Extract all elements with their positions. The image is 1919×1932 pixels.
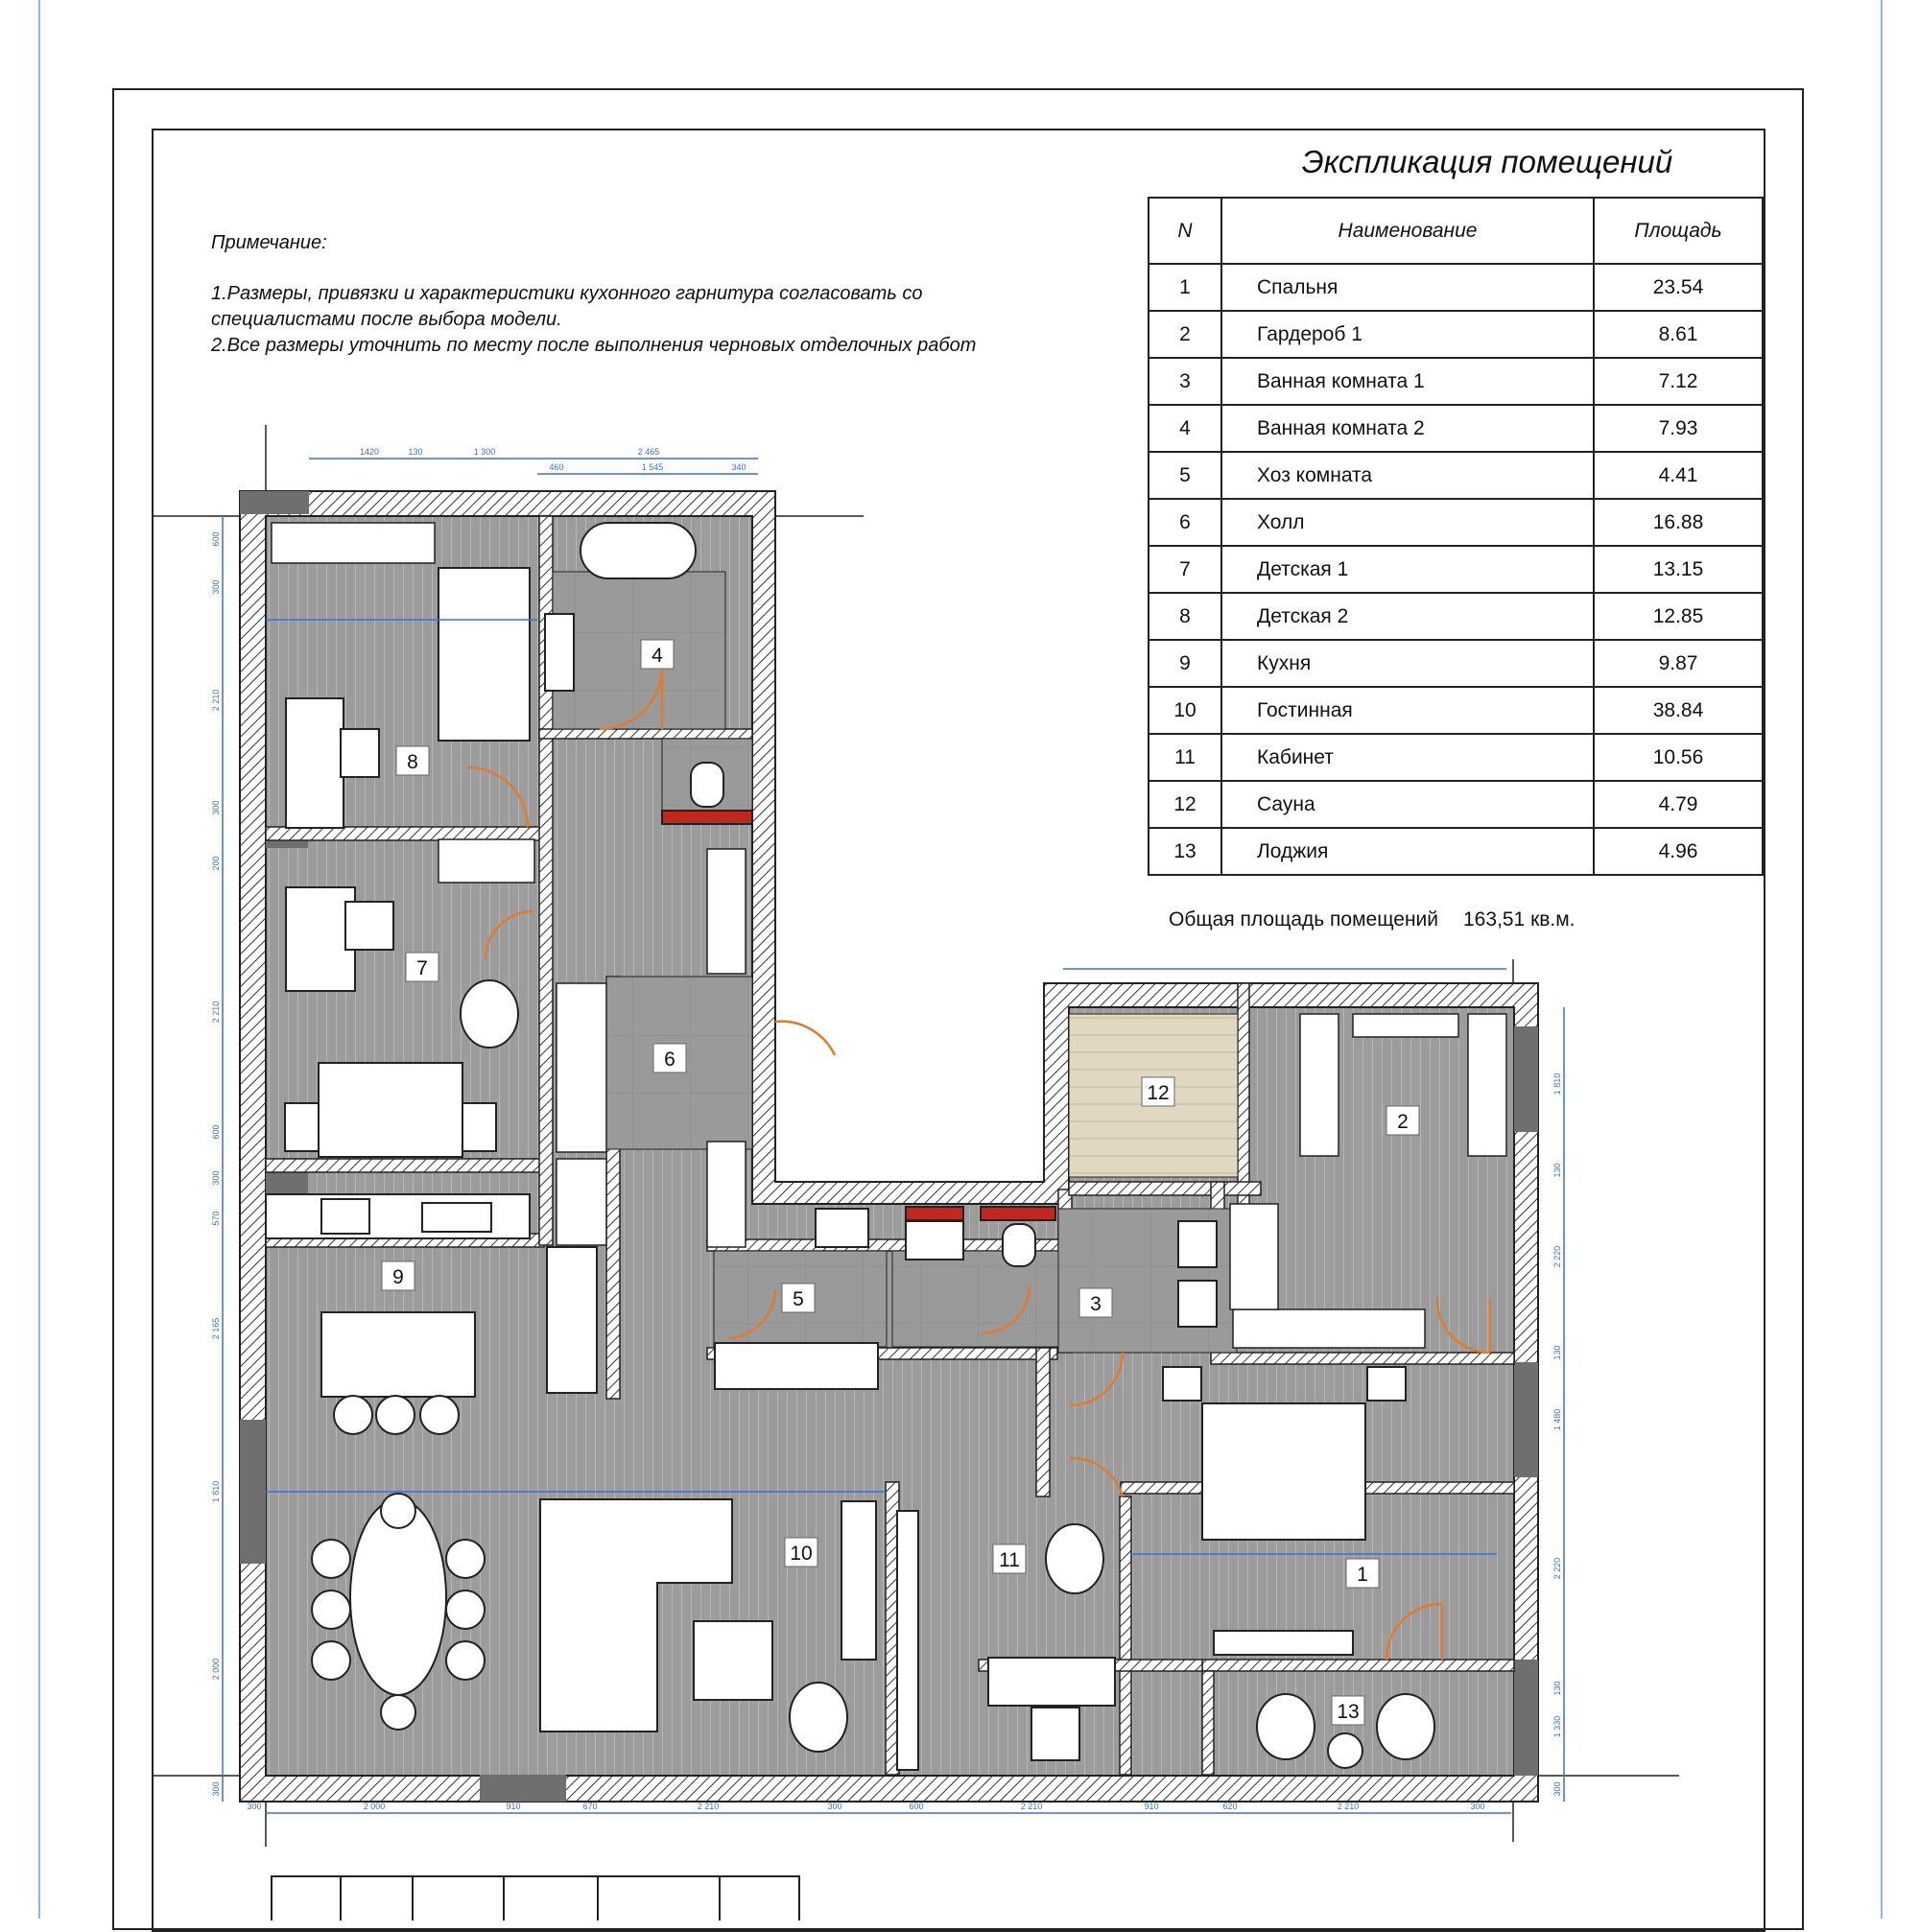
wardrobe bbox=[1353, 1014, 1458, 1037]
tv-stand bbox=[841, 1501, 876, 1660]
room-number-label: 7 bbox=[416, 957, 428, 979]
nightstand bbox=[1163, 1367, 1201, 1401]
dining-chair bbox=[446, 1590, 485, 1629]
dimension-label: 2 220 bbox=[1552, 1245, 1562, 1268]
room-area: 4.96 bbox=[1594, 828, 1763, 875]
room-name: Хоз комната bbox=[1221, 452, 1594, 499]
dimension-label: 2 210 bbox=[211, 1001, 221, 1024]
dimension-label: 1420 bbox=[359, 447, 380, 457]
window-right-2 bbox=[1514, 1362, 1538, 1477]
dimension-label: 620 bbox=[1222, 1802, 1238, 1811]
dimension-label: 2 210 bbox=[1337, 1802, 1360, 1811]
bed bbox=[1202, 1403, 1365, 1540]
room-name: Спальня bbox=[1221, 264, 1594, 311]
dimension-labels-top bbox=[360, 447, 746, 472]
lounge-chair bbox=[1377, 1694, 1434, 1759]
armchair bbox=[1046, 1524, 1103, 1593]
room-number-label: 5 bbox=[793, 1288, 804, 1310]
room-name: Ванная комната 2 bbox=[1221, 405, 1594, 452]
dimension-label: 1 480 bbox=[1552, 1408, 1562, 1431]
room-name: Лоджия bbox=[1221, 828, 1594, 875]
sink bbox=[1178, 1281, 1217, 1327]
dimension-label: 2 210 bbox=[211, 689, 221, 712]
partition bbox=[1238, 983, 1249, 1209]
side-table bbox=[1328, 1733, 1362, 1768]
row-number: 13 bbox=[1149, 828, 1221, 875]
dimension-label: 300 bbox=[247, 1802, 262, 1811]
partition bbox=[266, 827, 544, 840]
desk bbox=[286, 698, 344, 828]
dimension-label: 300 bbox=[827, 1802, 842, 1811]
wardrobe bbox=[557, 983, 606, 1152]
armchair bbox=[790, 1683, 847, 1752]
row-number: 3 bbox=[1149, 358, 1221, 405]
dimension-label: 1 300 bbox=[473, 447, 496, 457]
shower bbox=[906, 1221, 963, 1260]
toilet bbox=[691, 763, 723, 807]
stamp-divider bbox=[412, 1877, 414, 1920]
room-number-label: 6 bbox=[664, 1048, 675, 1071]
dimension-label: 130 bbox=[1552, 1163, 1562, 1178]
wardrobe bbox=[1233, 1309, 1425, 1348]
wardrobe bbox=[1300, 1014, 1339, 1156]
row-number: 5 bbox=[1149, 452, 1221, 499]
room-number-label: 1 bbox=[1357, 1564, 1368, 1586]
room-number-label: 8 bbox=[407, 751, 418, 773]
dimension-labels-right bbox=[1552, 1073, 1562, 1797]
wall-block bbox=[480, 1775, 566, 1802]
partition bbox=[1036, 1348, 1050, 1496]
dimension-label: 200 bbox=[211, 856, 221, 871]
sink bbox=[422, 1203, 491, 1232]
wardrobe bbox=[557, 1159, 606, 1245]
dimension-label: 910 bbox=[1144, 1802, 1159, 1811]
room-area: 4.79 bbox=[1594, 781, 1763, 828]
row-number: 10 bbox=[1149, 687, 1221, 734]
room-area: 12.85 bbox=[1594, 593, 1763, 640]
bathtub bbox=[580, 523, 696, 578]
row-number: 7 bbox=[1149, 546, 1221, 593]
dimension-label: 2 220 bbox=[1552, 1557, 1562, 1580]
dining-chair bbox=[381, 1695, 415, 1730]
lounge-chair bbox=[1257, 1694, 1315, 1759]
room-number-label: 9 bbox=[392, 1266, 404, 1288]
room-name: Сауна bbox=[1221, 781, 1594, 828]
room-name: Гардероб 1 bbox=[1221, 311, 1594, 358]
notes-heading: Примечание: bbox=[211, 232, 327, 253]
toilet-block bbox=[981, 1207, 1055, 1220]
dimension-label: 600 bbox=[211, 1124, 221, 1140]
stamp-divider bbox=[597, 1877, 599, 1920]
room-number-label: 13 bbox=[1337, 1701, 1360, 1723]
window-right-3 bbox=[1514, 1660, 1538, 1776]
bed bbox=[319, 1063, 462, 1157]
dimension-label: 300 bbox=[211, 1781, 221, 1797]
window-left bbox=[240, 1420, 266, 1564]
sink bbox=[1178, 1221, 1217, 1267]
room-number-label: 10 bbox=[790, 1543, 813, 1565]
room-area: 23.54 bbox=[1594, 264, 1763, 311]
stove bbox=[321, 1199, 369, 1234]
toilet-block bbox=[906, 1207, 963, 1220]
bench bbox=[1214, 1631, 1353, 1655]
dimension-label: 1 545 bbox=[641, 462, 664, 472]
row-number: 2 bbox=[1149, 311, 1221, 358]
dimension-labels-bottom bbox=[247, 1802, 1484, 1811]
room-number-label: 4 bbox=[652, 645, 663, 667]
nightstand bbox=[1367, 1367, 1406, 1401]
stool bbox=[334, 1396, 372, 1434]
chair bbox=[341, 729, 379, 777]
dining-chair bbox=[446, 1540, 485, 1578]
header-name: Наименование bbox=[1221, 198, 1594, 264]
room-area: 8.61 bbox=[1594, 311, 1763, 358]
stool bbox=[376, 1396, 415, 1434]
dimension-label: 340 bbox=[731, 462, 746, 472]
chair bbox=[345, 902, 393, 950]
dimension-label: 670 bbox=[582, 1802, 598, 1811]
pouf bbox=[461, 980, 518, 1048]
cabinet bbox=[897, 1511, 918, 1770]
partition bbox=[1202, 1660, 1514, 1671]
wardrobe bbox=[707, 1142, 746, 1247]
dimension-label: 2 210 bbox=[1020, 1802, 1043, 1811]
row-number: 12 bbox=[1149, 781, 1221, 828]
dimension-label: 300 bbox=[1552, 1781, 1562, 1797]
chair bbox=[1031, 1708, 1079, 1760]
dining-chair bbox=[312, 1641, 350, 1680]
notes-line-2: специалистами после выбора модели. bbox=[211, 309, 562, 330]
stool bbox=[420, 1396, 459, 1434]
room-area: 9.87 bbox=[1594, 640, 1763, 687]
notes-line-1: 1.Размеры, привязки и характеристики кухонного гарнитура согласовать со bbox=[211, 283, 923, 304]
desk bbox=[988, 1658, 1115, 1706]
notes-line-3: 2.Все размеры уточнить по месту после выполнения черновых отделочных работ bbox=[211, 335, 977, 356]
bathroom-2-floor bbox=[553, 572, 725, 729]
room-area: 16.88 bbox=[1594, 499, 1763, 546]
stamp-divider bbox=[340, 1877, 342, 1920]
room-number-label: 2 bbox=[1397, 1111, 1409, 1133]
dimension-label: 2 465 bbox=[637, 447, 660, 457]
washing-machine bbox=[816, 1209, 868, 1247]
dimension-label: 600 bbox=[909, 1802, 924, 1811]
room-area: 4.41 bbox=[1594, 452, 1763, 499]
row-number: 6 bbox=[1149, 499, 1221, 546]
room-number-label: 12 bbox=[1147, 1082, 1170, 1104]
room-name: Детская 2 bbox=[1221, 593, 1594, 640]
dining-chair bbox=[381, 1494, 415, 1528]
row-number: 8 bbox=[1149, 593, 1221, 640]
partition bbox=[266, 1159, 544, 1172]
dimension-label: 300 bbox=[211, 800, 221, 815]
row-number: 11 bbox=[1149, 734, 1221, 781]
dimension-label: 130 bbox=[1552, 1681, 1562, 1696]
dimension-label: 2 210 bbox=[697, 1802, 720, 1811]
header-area: Площадь bbox=[1594, 198, 1763, 264]
bed bbox=[438, 568, 530, 741]
room-name: Гостинная bbox=[1221, 687, 1594, 734]
toilet bbox=[1003, 1224, 1035, 1266]
room-name: Детская 1 bbox=[1221, 546, 1594, 593]
partition bbox=[1211, 1353, 1514, 1364]
partition bbox=[1069, 1182, 1261, 1195]
wardrobe bbox=[1230, 1204, 1278, 1309]
dimension-label: 600 bbox=[211, 531, 221, 547]
room-name: Кухня bbox=[1221, 640, 1594, 687]
total-area-label: Общая площадь помещений bbox=[1169, 908, 1438, 931]
utility-shelf bbox=[715, 1343, 878, 1389]
room-area: 13.15 bbox=[1594, 546, 1763, 593]
dining-chair bbox=[312, 1590, 350, 1629]
kitchen-island bbox=[321, 1312, 475, 1397]
dimension-label: 130 bbox=[1552, 1345, 1562, 1360]
partition bbox=[1120, 1496, 1131, 1775]
window-right-1 bbox=[1514, 1026, 1538, 1132]
wall-block bbox=[240, 491, 309, 514]
wardrobe bbox=[707, 849, 746, 974]
dimension-label: 2 000 bbox=[363, 1802, 386, 1811]
room-name: Кабинет bbox=[1221, 734, 1594, 781]
room-area: 7.93 bbox=[1594, 405, 1763, 452]
stamp-divider bbox=[503, 1877, 505, 1920]
dining-chair bbox=[446, 1641, 485, 1680]
wardrobe bbox=[1468, 1014, 1506, 1156]
title-block-stamp bbox=[271, 1875, 800, 1920]
dining-chair bbox=[312, 1540, 350, 1578]
room-name: Ванная комната 1 bbox=[1221, 358, 1594, 405]
dimension-label: 2 000 bbox=[211, 1658, 221, 1681]
room-area: 10.56 bbox=[1594, 734, 1763, 781]
dimension-label: 1 330 bbox=[1552, 1715, 1562, 1738]
room-name: Холл bbox=[1221, 499, 1594, 546]
toilet-block bbox=[662, 811, 752, 824]
wardrobe bbox=[272, 523, 435, 563]
room-number-label: 3 bbox=[1090, 1293, 1102, 1315]
room-area: 38.84 bbox=[1594, 687, 1763, 734]
row-number: 1 bbox=[1149, 264, 1221, 311]
dimension-label: 1 810 bbox=[1552, 1072, 1562, 1096]
dimension-label: 300 bbox=[211, 1170, 221, 1186]
dimension-label: 300 bbox=[211, 579, 221, 595]
partition bbox=[1202, 1671, 1214, 1775]
total-area-value: 163,51 кв.м. bbox=[1463, 908, 1575, 931]
partition bbox=[539, 729, 752, 739]
header-n: N bbox=[1149, 198, 1221, 264]
coffee-table bbox=[694, 1621, 772, 1700]
nightstand bbox=[285, 1103, 319, 1151]
row-number: 4 bbox=[1149, 405, 1221, 452]
explication-title: Экспликация помещений bbox=[1301, 144, 1673, 179]
dimension-labels-left bbox=[211, 531, 221, 1796]
room-number-label: 11 bbox=[999, 1549, 1020, 1571]
dimension-label: 910 bbox=[506, 1802, 521, 1811]
vanity bbox=[545, 614, 574, 691]
dimension-label: 1 810 bbox=[211, 1480, 221, 1503]
dimension-label: 570 bbox=[211, 1211, 221, 1226]
wardrobe bbox=[438, 839, 534, 883]
dimension-label: 130 bbox=[408, 447, 423, 457]
nightstand bbox=[462, 1103, 496, 1151]
dimension-label: 460 bbox=[549, 462, 564, 472]
fridge bbox=[547, 1247, 597, 1393]
dimension-label: 2 165 bbox=[211, 1317, 221, 1340]
door-swing bbox=[775, 1022, 835, 1055]
dimension-label: 300 bbox=[1470, 1802, 1485, 1811]
stamp-divider bbox=[719, 1877, 721, 1920]
row-number: 9 bbox=[1149, 640, 1221, 687]
room-area: 7.12 bbox=[1594, 358, 1763, 405]
